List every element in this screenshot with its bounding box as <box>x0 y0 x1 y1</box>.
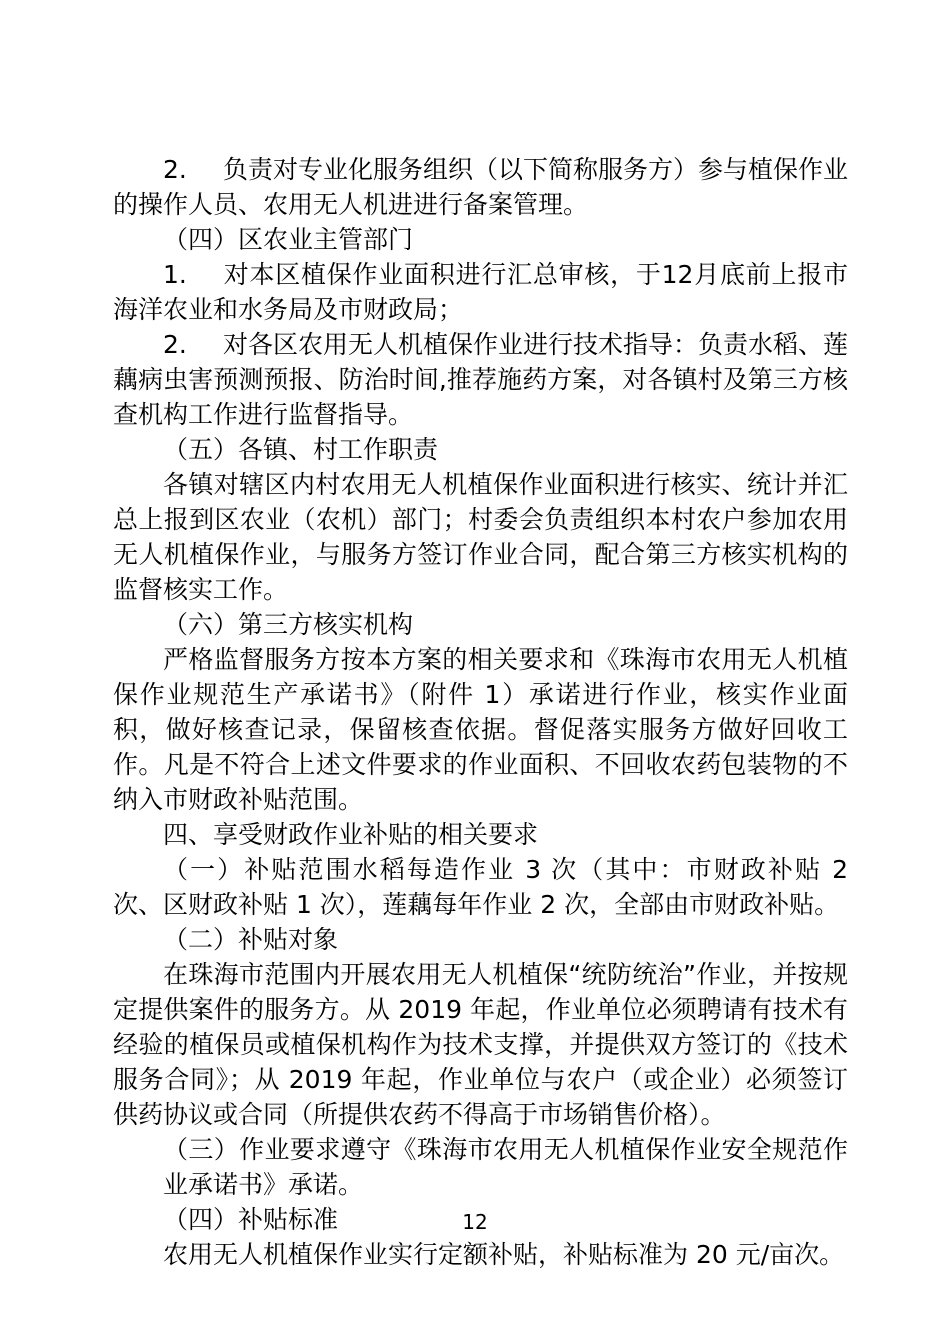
section-heading-subsidy-requirements: 四、享受财政作业补贴的相关要求 <box>163 820 539 849</box>
section-heading-third-party: （六）第三方核实机构 <box>163 610 414 639</box>
list-number: 1. <box>163 260 187 289</box>
paragraph-duty-2 <box>113 152 848 222</box>
section-heading-towns-villages: （五）各镇、村工作职责 <box>163 435 439 464</box>
paragraph-subsidy-target: 在珠海市范围内开展农用无人机植保“统防统治”作业，并按规定提供案件的服务方。从 2019 年起，作业单位必须聘请有技术有经验的植保员或植保机构作为技术支撑，并提供双方签订的《技术服务合同》；从 2019 年起，作业单位与农户（或企业）必须签订供药协议或合同（所提供农药不得高于市场销售价格）。 <box>113 960 848 1129</box>
paragraph-text: 对本区植保作业面积进行汇总审核，于12月底前上报市海洋农业和水务局及市财政局； <box>113 260 848 324</box>
paragraph-towns-villages: 各镇对辖区内村农用无人机植保作业面积进行核实、统计并汇总上报到区农业（农机）部门；村委会负责组织本村农户参加农用无人机植保作业，与服务方签订作业合同，配合第三方核实机构的监督核实工作。 <box>113 470 848 604</box>
paragraph-text: 对各区农用无人机植保作业进行技术指导：负责水稻、莲藕病虫害预测预报、防治时间,推荐施药方案，对各镇村及第三方核查机构工作进行监督指导。 <box>113 330 849 429</box>
section-heading-subsidy-target: （二）补贴对象 <box>163 925 339 954</box>
paragraph-operation-requirements: （三）作业要求遵守《珠海市农用无人机植保作业安全规范作业承诺书》承诺。 <box>163 1135 848 1199</box>
paragraph-subsidy-scope: （一）补贴范围水稻每造作业 3 次（其中：市财政补贴 2 次、区财政补贴 1 次），莲藕每年作业 2 次，全部由市财政补贴。 <box>113 855 848 919</box>
body-text <box>113 152 848 1272</box>
section-heading-district-dept: （四）区农业主管部门 <box>163 225 414 254</box>
paragraph-text: 负责对专业化服务组织（以下简称服务方）参与植保作业的操作人员、农用无人机进进行备案管理。 <box>113 155 849 219</box>
paragraph-subsidy-standard: 农用无人机植保作业实行定额补贴，补贴标准为 20 元/亩次。 <box>163 1240 845 1269</box>
list-number: 2. <box>163 330 187 359</box>
paragraph-district-1 <box>113 257 848 327</box>
section-heading-subsidy-standard: （四）补贴标准 <box>163 1205 339 1234</box>
list-number: 2. <box>163 155 187 184</box>
paragraph-third-party: 严格监督服务方按本方案的相关要求和《珠海市农用无人机植保作业规范生产承诺书》（附件 1）承诺进行作业，核实作业面积，做好核查记录，保留核查依据。督促落实服务方做好回收工作。凡是不符合上述文件要求的作业面积、不回收农药包装物的不纳入市财政补贴范围。 <box>113 645 848 814</box>
page-number: 12 <box>462 1210 488 1234</box>
paragraph-district-2 <box>113 327 848 432</box>
